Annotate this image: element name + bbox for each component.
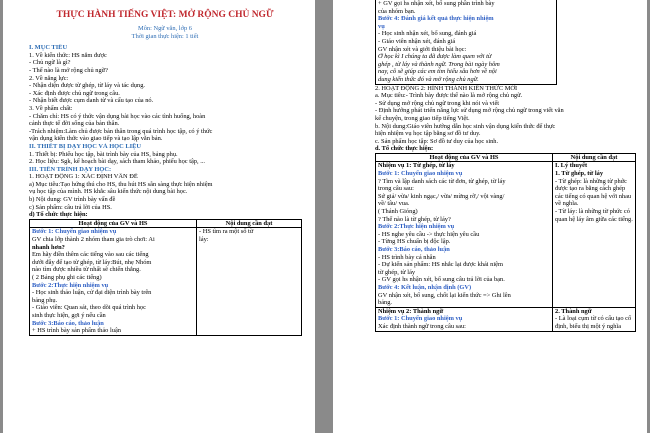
text-line: ? Tìm và lập danh sách các từ đơn, từ ghép, từ láy xyxy=(378,177,506,185)
text-line: - Thế nào là mở rộng chủ ngữ? xyxy=(29,66,108,74)
text-line: dưới đây để tạo từ ghép, từ láy:Bút, nhẹ Nhóm xyxy=(32,258,152,266)
text-line: + HS trình bày sản phẩm thảo luận xyxy=(32,327,121,335)
lesson-title: THỰC HÀNH TIẾNG VIỆT: MỞ RỘNG CHỦ NGỮ xyxy=(56,10,274,20)
text-line: 2. Thành ngữ xyxy=(555,307,592,315)
text-line: c) Sản phẩm: câu trả lời của HS. xyxy=(29,203,112,211)
text-line: Em hãy điền thêm các tiếng vào sau các tiếng xyxy=(32,251,149,259)
activity-table-left xyxy=(29,219,302,336)
text-line: - HS nghe yêu cầu -> thực hiện yêu cầu xyxy=(378,230,480,238)
text-line: Bước 1: Chuyển giao nhiệm vụ xyxy=(378,170,463,178)
text-line: - Sử dụng mở rộng chủ ngữ trong khi nói và viết xyxy=(375,99,500,107)
text-line: - Từng HS chuẩn bị độc lập. xyxy=(378,238,451,246)
text-line: bảng. xyxy=(378,299,393,307)
text-line: ghép , từ láy và thành ngữ. Trong bài ngày hôm xyxy=(378,60,500,68)
table-header-activity: Hoạt động của GV và HS xyxy=(30,219,197,228)
text-line: sinh thực hiện, gợi ý nếu cần xyxy=(32,311,106,319)
text-line: - Từ ghép: là những từ phức xyxy=(555,177,627,185)
table-cell-activity xyxy=(376,162,553,307)
text-line: vụ xyxy=(378,22,385,30)
text-line: - Dự kiến sản phẩm: HS nhắc lại được khái niệm xyxy=(378,261,503,269)
lesson-body-left xyxy=(29,44,301,219)
text-line: trong câu sau: xyxy=(378,185,414,193)
table-cell-content xyxy=(553,307,636,331)
text-line: các tiếng có quan hệ với nhau xyxy=(555,192,632,200)
text-line: - Từ láy: là những từ phức có xyxy=(555,208,630,216)
text-line: II. THIẾT BỊ DẠY HỌC VÀ HỌC LIỆU xyxy=(29,142,141,150)
text-line: hiện nhiệm vụ học tập bằng sơ đồ tư duy. xyxy=(375,130,481,138)
text-line: Bước 3:Báo cáo, thảo luận xyxy=(378,246,450,253)
text-line: - Nhận diện được từ ghép, từ láy và tác dụng. xyxy=(29,82,145,90)
text-line: về nghĩa. xyxy=(555,200,579,208)
table-header-content: Nội dung cần đạt xyxy=(197,219,302,228)
document-page-right xyxy=(333,0,647,433)
text-line: -Trách nhiệm:Làm chủ được bản thân trong quá trình học tập, có ý thức xyxy=(29,127,213,135)
text-line: GV chia lớp thành 2 nhóm tham gia trò chơi: Ai xyxy=(32,236,155,244)
text-line: - Xác định được chủ ngữ trong câu. xyxy=(29,89,120,97)
text-line: 1. HOẠT ĐỘNG 1: XÁC ĐỊNH VẤN ĐỀ xyxy=(29,173,138,181)
text-line: 1. Từ ghép, từ láy xyxy=(555,170,604,178)
text-line: GV nhận xét, bổ sung, chốt lại kiến thức => Ghi lên xyxy=(378,291,511,299)
text-line: 2. Về năng lực: xyxy=(29,74,69,82)
text-line: của nhóm bạn. xyxy=(378,7,416,15)
text-line: 1. Thiết bị: Phiếu học tập, bài trình bày của HS, bảng phụ. xyxy=(29,150,178,158)
text-line: 2. Học liệu: Sgk, kế hoạch bài dạy, sách tham khảo, phiếu học tập, ... xyxy=(29,158,205,166)
table-cell-content xyxy=(553,162,636,307)
text-line: I. MỤC TIÊU xyxy=(29,44,68,52)
text-line: - Chăm chỉ: HS có ý thức vận dụng bài học vào các tình huống, hoàn xyxy=(29,112,206,120)
text-line: d. Tổ chức thực hiện: xyxy=(375,145,434,153)
text-line: Bước 4: Đánh giá kết quả thực hiện nhiệm xyxy=(378,15,494,23)
text-line: - Chủ ngữ là gì? xyxy=(29,59,71,67)
text-line: cảnh thực tế đời sống của bản thân. xyxy=(29,120,120,128)
text-line: 2. HOẠT ĐỘNG 2: HÌNH THÀNH KIẾN THỨC MỚI xyxy=(375,84,518,92)
continued-table xyxy=(375,0,557,85)
text-line: - Học sinh nhận xét, bổ sung, đánh giá xyxy=(378,30,477,38)
text-line: định, biểu thị một ý nghĩa xyxy=(555,322,622,330)
text-line: Bước 2:Thực hiện nhiệm vụ xyxy=(32,281,109,289)
text-line: ? Thế nào là từ ghép, từ láy? xyxy=(378,215,451,223)
table-cell-content xyxy=(197,228,302,335)
text-line: Bước 3:Báo cáo, thảo luận xyxy=(32,319,104,327)
text-line: Nhiệm vụ 2: Thành ngữ xyxy=(378,307,444,315)
text-line: Bước 1: Chuyển giao nhiệm vụ xyxy=(32,228,117,236)
lesson-subject: Môn: Ngữ văn, lớp 6 xyxy=(138,25,192,32)
text-line: Bước 2:Thực hiện nhiệm vụ xyxy=(378,223,455,231)
text-line: I. Lý thuyết xyxy=(555,162,588,170)
text-line: - Là loại cụm từ có cấu tạo cố xyxy=(555,315,632,323)
text-line: - HS tìm ra một số từ xyxy=(199,228,254,236)
text-line: b) Nội dung: GV trình bày vấn đề xyxy=(29,196,116,204)
text-line: vận dụng kiến thức vào giao tiếp và tạo lập văn bản. xyxy=(29,135,163,143)
text-line: Ở học kì I chúng ta đã được làm quen với từ xyxy=(378,53,492,61)
table-header-content: Nội dung cần đạt xyxy=(553,153,636,162)
lesson-body-right xyxy=(375,85,635,153)
text-line: - HS trình bày cá nhân xyxy=(378,253,436,261)
text-line: Xác định thành ngữ trong câu sau: xyxy=(378,322,466,330)
table-header-activity: Hoạt động của GV và HS xyxy=(376,153,553,162)
text-line: Nhiệm vụ 1: Từ ghép, từ láy xyxy=(378,162,455,170)
text-line: dung kiến thức đó và mở rộng chủ ngữ. xyxy=(378,75,479,83)
text-line: ( Thánh Gióng) xyxy=(378,208,418,216)
table-cell-activity xyxy=(30,228,197,335)
table-cell-activity xyxy=(376,307,553,331)
text-line: Sứ giả/ vừa/ kinh ngạc,/ vừa/ mừng rỡ,/ vội vàng/ xyxy=(378,192,505,200)
text-line: nay, cô sẽ giúp các em tìm hiểu sâu hơn về nội xyxy=(378,68,497,76)
text-line: - Học sinh thảo luận, cử đại diện trình bày trên xyxy=(32,289,152,297)
document-page-left xyxy=(3,0,315,433)
text-line: láy: xyxy=(199,236,209,244)
text-line: III. TIẾN TRÌNH DẠY HỌC: xyxy=(29,165,112,173)
text-line: + GV gọi hs nhận xét, bổ sung phần trình bày xyxy=(378,0,495,7)
table-cell-continued xyxy=(376,0,557,84)
text-line: a. Mục tiêu:- Trình bày được thế nào là mở rộng chủ ngữ. xyxy=(375,92,523,100)
text-line: vụ học tập của mình. HS khắc sâu kiến thức nội dung bài học. xyxy=(29,188,188,196)
text-line: a) Mục tiêu:Tạo hứng thú cho HS, thu hút HS sẵn sàng thực hiện nhiệm xyxy=(29,180,213,188)
text-line: nào tìm được nhiều từ nhất sẽ chiến thắng. xyxy=(32,266,141,274)
text-line: b. Nội dung:Giáo viên hướng dẫn học sinh vận dụng kiến thức để thực xyxy=(375,122,556,130)
text-line: 3. Về phẩm chất: xyxy=(29,104,73,112)
text-line: - Giáo viên nhận xét, đánh giá xyxy=(378,37,456,45)
text-line: - GV gọi hs nhận xét, bổ sung câu trả lời của bạn. xyxy=(378,276,505,284)
text-line: kể chuyện, trong giao tiếp tiếng Việt. xyxy=(375,114,470,122)
text-line: được tạo ra bằng cách ghép xyxy=(555,185,626,193)
text-line: về/ tâu/ vua. xyxy=(378,200,410,208)
text-line: quan hệ láy âm giữa các tiếng. xyxy=(555,215,633,223)
activity-table-right xyxy=(375,153,636,332)
text-line: GV nhận xét và giới thiệu bài học: xyxy=(378,45,467,53)
text-line: từ ghép, từ láy xyxy=(378,268,416,276)
text-line: - Định hướng phát triển năng lực sử dụng mở rộng chủ ngữ trong viết văn xyxy=(375,107,564,115)
text-line: 1. Về kiến thức: HS nắm được xyxy=(29,51,107,59)
text-line: bảng phụ. xyxy=(32,296,58,304)
text-line: - Nhận biết được cụm danh từ và cấu tạo của nó. xyxy=(29,97,154,105)
text-line: c. Sản phẩm học tập: Sơ đồ tư duy của học sinh. xyxy=(375,137,499,145)
text-line: Bước 4: Kết luận, nhận định (GV) xyxy=(378,283,472,291)
text-line: nhanh hơn? xyxy=(32,243,65,251)
text-line: ( 2 Bảng phụ ghi các tiếng) xyxy=(32,274,102,281)
text-line: Bước 1: Chuyển giao nhiệm vụ xyxy=(378,315,463,323)
text-line: - Giáo viên: Quan sát, theo dõi quá trình học xyxy=(32,304,146,312)
text-line: d) Tổ chức thực hiện: xyxy=(29,211,88,219)
lesson-duration: Thời gian thực hiện: 1 tiết xyxy=(131,32,199,40)
